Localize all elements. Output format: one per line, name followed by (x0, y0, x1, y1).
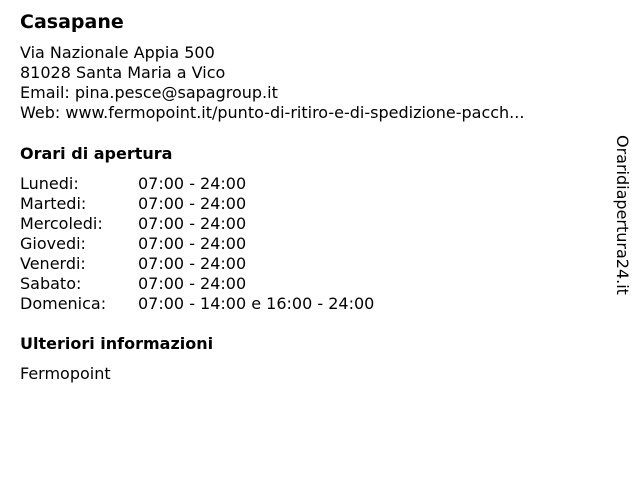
web-line: Web: www.fermopoint.it/punto-di-ritiro-e-di-spedizione-pacch... (20, 103, 525, 122)
more-info-heading: Ulteriori informazioni (20, 334, 214, 353)
contact-info (20, 43, 524, 123)
opening-hours-heading: Orari di apertura (20, 144, 173, 163)
hours-day: Giovedi: (20, 234, 86, 253)
address-line-street: Via Nazionale Appia 500 (20, 43, 215, 62)
hours-time: 07:00 - 24:00 (138, 234, 247, 253)
hours-time: 07:00 - 14:00 e 16:00 - 24:00 (138, 294, 375, 313)
hours-time: 07:00 - 24:00 (138, 254, 247, 273)
hours-day: Venerdi: (20, 254, 86, 273)
hours-time: 07:00 - 24:00 (138, 274, 247, 293)
email-line: Email: pina.pesce@sapagroup.it (20, 83, 278, 102)
hours-time: 07:00 - 24:00 (138, 174, 247, 193)
more-info-text: Fermopoint (20, 364, 111, 383)
hours-day: Domenica: (20, 294, 107, 313)
hours-day: Lunedi: (20, 174, 79, 193)
page-title: Casapane (20, 11, 124, 33)
address-line-city: 81028 Santa Maria a Vico (20, 63, 226, 82)
hours-time: 07:00 - 24:00 (138, 194, 247, 213)
hours-day: Martedi: (20, 194, 87, 213)
hours-day: Sabato: (20, 274, 82, 293)
site-watermark: Oraridiapertura24.it (613, 135, 632, 295)
hours-day: Mercoledi: (20, 214, 103, 233)
hours-time: 07:00 - 24:00 (138, 214, 247, 233)
